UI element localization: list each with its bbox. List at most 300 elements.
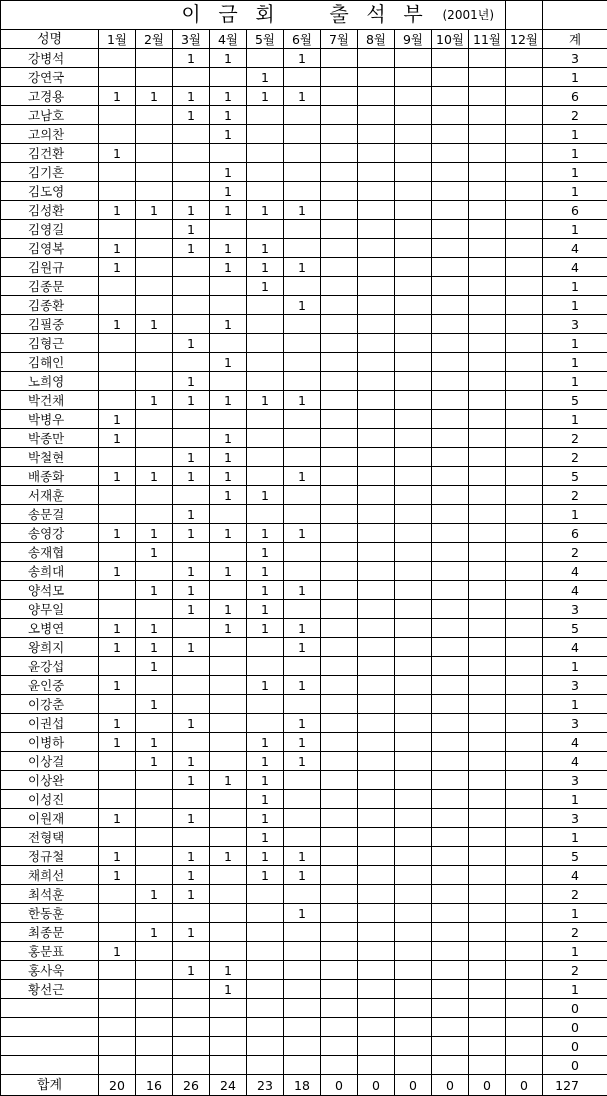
attendance-cell [173, 1037, 210, 1056]
attendance-cell [432, 505, 469, 524]
attendance-cell [321, 562, 358, 581]
attendance-cell [284, 828, 321, 847]
table-row [1, 391, 607, 410]
attendance-cell [321, 714, 358, 733]
attendance-cell [173, 790, 210, 809]
attendance-cell [247, 695, 284, 714]
attendance-cell [358, 1018, 395, 1037]
attendance-cell [136, 828, 173, 847]
attendance-cell [432, 1037, 469, 1056]
row-total: 3 [543, 771, 607, 790]
header-month: 8월 [358, 30, 395, 49]
attendance-cell [358, 828, 395, 847]
attendance-cell [432, 106, 469, 125]
attendance-cell [395, 581, 432, 600]
attendance-cell [284, 334, 321, 353]
attendance-cell [358, 733, 395, 752]
row-total: 2 [543, 961, 607, 980]
title-row [1, 1, 607, 30]
table-row [1, 809, 607, 828]
attendance-cell [210, 277, 247, 296]
attendance-cell [284, 239, 321, 258]
attendance-cell [173, 980, 210, 999]
attendance-cell: 1 [284, 752, 321, 771]
attendance-cell: 1 [210, 353, 247, 372]
attendance-cell [506, 87, 543, 106]
attendance-cell [136, 999, 173, 1018]
attendance-cell [247, 125, 284, 144]
attendance-cell [358, 600, 395, 619]
attendance-cell [469, 657, 506, 676]
attendance-cell [506, 809, 543, 828]
attendance-cell [358, 448, 395, 467]
title-year: (2001년) [432, 1, 506, 30]
attendance-cell [321, 391, 358, 410]
attendance-cell [395, 410, 432, 429]
attendance-cell [173, 429, 210, 448]
attendance-cell [284, 220, 321, 239]
attendance-cell [395, 315, 432, 334]
title-char-1: 이 [173, 1, 210, 30]
attendance-cell: 1 [284, 714, 321, 733]
attendance-cell [506, 163, 543, 182]
attendance-cell [321, 885, 358, 904]
table-row [1, 771, 607, 790]
attendance-cell: 1 [284, 258, 321, 277]
attendance-cell: 1 [247, 581, 284, 600]
attendance-cell [432, 847, 469, 866]
table-row [1, 1037, 607, 1056]
attendance-cell [173, 125, 210, 144]
header-month: 3월 [173, 30, 210, 49]
attendance-cell [395, 980, 432, 999]
attendance-cell: 1 [210, 163, 247, 182]
attendance-cell [432, 600, 469, 619]
attendance-cell: 1 [247, 676, 284, 695]
member-name: 김성환 [1, 201, 99, 220]
attendance-cell [469, 296, 506, 315]
attendance-cell: 1 [210, 391, 247, 410]
header-name: 성명 [1, 30, 99, 49]
attendance-cell: 1 [99, 410, 136, 429]
attendance-cell [395, 752, 432, 771]
attendance-cell [173, 410, 210, 429]
attendance-cell [284, 771, 321, 790]
table-row [1, 828, 607, 847]
attendance-cell [506, 334, 543, 353]
attendance-cell [469, 277, 506, 296]
attendance-cell: 1 [173, 866, 210, 885]
attendance-cell: 1 [210, 87, 247, 106]
attendance-cell: 1 [173, 372, 210, 391]
attendance-cell: 1 [210, 619, 247, 638]
attendance-cell [432, 372, 469, 391]
attendance-cell [432, 562, 469, 581]
grand-total: 127 [543, 1075, 607, 1096]
attendance-cell [395, 790, 432, 809]
attendance-cell [358, 676, 395, 695]
attendance-cell [506, 904, 543, 923]
attendance-cell [99, 1037, 136, 1056]
attendance-cell [506, 429, 543, 448]
attendance-cell [136, 220, 173, 239]
attendance-cell: 1 [173, 885, 210, 904]
attendance-cell: 1 [210, 467, 247, 486]
row-total: 2 [543, 923, 607, 942]
attendance-cell [99, 885, 136, 904]
sum-row [1, 1075, 607, 1096]
attendance-cell [469, 923, 506, 942]
attendance-cell [284, 144, 321, 163]
attendance-cell [284, 486, 321, 505]
title-char-5: 석 [358, 1, 395, 30]
attendance-cell [469, 961, 506, 980]
header-month: 10월 [432, 30, 469, 49]
attendance-cell [173, 676, 210, 695]
row-total: 0 [543, 1018, 607, 1037]
attendance-cell: 1 [210, 847, 247, 866]
attendance-cell [284, 163, 321, 182]
attendance-cell [358, 524, 395, 543]
member-name: 송재협 [1, 543, 99, 562]
attendance-cell [284, 809, 321, 828]
attendance-cell [395, 87, 432, 106]
attendance-cell [358, 296, 395, 315]
attendance-cell [432, 49, 469, 68]
attendance-cell [173, 163, 210, 182]
attendance-cell [432, 923, 469, 942]
attendance-cell: 1 [99, 676, 136, 695]
attendance-cell [210, 695, 247, 714]
row-total: 6 [543, 87, 607, 106]
attendance-cell: 1 [136, 315, 173, 334]
member-name: 정규철 [1, 847, 99, 866]
attendance-cell [136, 334, 173, 353]
attendance-cell [99, 904, 136, 923]
attendance-cell [247, 923, 284, 942]
attendance-cell: 1 [173, 847, 210, 866]
table-row [1, 296, 607, 315]
attendance-cell [506, 524, 543, 543]
attendance-cell [395, 486, 432, 505]
attendance-cell [432, 334, 469, 353]
header-month: 11월 [469, 30, 506, 49]
attendance-cell [432, 277, 469, 296]
month-total: 20 [99, 1075, 136, 1096]
attendance-cell [321, 220, 358, 239]
attendance-cell [358, 980, 395, 999]
member-name: 김종환 [1, 296, 99, 315]
attendance-cell: 1 [173, 752, 210, 771]
attendance-cell [284, 315, 321, 334]
attendance-cell [358, 429, 395, 448]
attendance-cell [136, 809, 173, 828]
attendance-cell: 1 [99, 315, 136, 334]
attendance-cell: 1 [173, 448, 210, 467]
attendance-cell: 1 [247, 391, 284, 410]
attendance-cell [506, 752, 543, 771]
attendance-cell [469, 334, 506, 353]
table-row [1, 334, 607, 353]
attendance-cell: 1 [136, 733, 173, 752]
attendance-cell [506, 771, 543, 790]
attendance-cell: 1 [210, 315, 247, 334]
attendance-cell [432, 1018, 469, 1037]
attendance-cell [358, 942, 395, 961]
attendance-cell [358, 695, 395, 714]
table-row [1, 676, 607, 695]
attendance-cell [321, 410, 358, 429]
member-name: 박건채 [1, 391, 99, 410]
table-row [1, 144, 607, 163]
attendance-cell: 1 [210, 771, 247, 790]
attendance-cell [395, 904, 432, 923]
attendance-cell [210, 334, 247, 353]
row-total: 1 [543, 828, 607, 847]
row-total: 3 [543, 600, 607, 619]
attendance-cell [321, 505, 358, 524]
table-row [1, 448, 607, 467]
attendance-cell [321, 847, 358, 866]
attendance-cell [469, 619, 506, 638]
attendance-cell [173, 1018, 210, 1037]
row-total: 3 [543, 49, 607, 68]
header-month: 9월 [395, 30, 432, 49]
table-row [1, 372, 607, 391]
member-name: 김건환 [1, 144, 99, 163]
row-total: 2 [543, 106, 607, 125]
attendance-cell [247, 410, 284, 429]
attendance-cell [136, 961, 173, 980]
attendance-cell [358, 486, 395, 505]
attendance-cell [284, 600, 321, 619]
attendance-cell [506, 353, 543, 372]
month-total: 0 [358, 1075, 395, 1096]
row-total: 2 [543, 543, 607, 562]
attendance-cell: 1 [284, 676, 321, 695]
attendance-cell [99, 372, 136, 391]
table-row [1, 638, 607, 657]
attendance-cell [284, 695, 321, 714]
attendance-cell [321, 296, 358, 315]
attendance-cell [432, 695, 469, 714]
attendance-cell [506, 923, 543, 942]
attendance-cell [173, 277, 210, 296]
table-row [1, 904, 607, 923]
attendance-cell [432, 980, 469, 999]
attendance-cell [136, 1037, 173, 1056]
row-total: 4 [543, 239, 607, 258]
table-row [1, 277, 607, 296]
attendance-cell: 1 [173, 524, 210, 543]
member-name: 김원규 [1, 258, 99, 277]
attendance-cell [358, 239, 395, 258]
attendance-cell [469, 1018, 506, 1037]
member-name: 이권섭 [1, 714, 99, 733]
attendance-cell [469, 733, 506, 752]
attendance-cell [210, 790, 247, 809]
attendance-cell: 1 [173, 467, 210, 486]
attendance-cell [99, 220, 136, 239]
title-char-4: 출 [321, 1, 358, 30]
attendance-cell [432, 429, 469, 448]
attendance-cell [469, 391, 506, 410]
attendance-cell [136, 410, 173, 429]
table-row [1, 562, 607, 581]
attendance-cell [321, 638, 358, 657]
month-total: 0 [506, 1075, 543, 1096]
attendance-cell: 1 [99, 239, 136, 258]
attendance-cell [432, 904, 469, 923]
table-row [1, 429, 607, 448]
attendance-cell [321, 372, 358, 391]
attendance-cell: 1 [136, 885, 173, 904]
member-name: 이상걸 [1, 752, 99, 771]
attendance-cell [395, 106, 432, 125]
attendance-cell [395, 144, 432, 163]
attendance-cell [358, 638, 395, 657]
attendance-cell [506, 790, 543, 809]
attendance-cell [321, 486, 358, 505]
attendance-cell [432, 239, 469, 258]
attendance-cell: 1 [247, 847, 284, 866]
attendance-cell: 1 [284, 638, 321, 657]
attendance-cell: 1 [247, 277, 284, 296]
attendance-cell: 1 [173, 505, 210, 524]
attendance-cell: 1 [210, 429, 247, 448]
attendance-cell [358, 619, 395, 638]
attendance-cell [506, 239, 543, 258]
row-total: 5 [543, 391, 607, 410]
attendance-cell [210, 942, 247, 961]
member-name: 강병석 [1, 49, 99, 68]
attendance-cell [469, 790, 506, 809]
attendance-cell [469, 942, 506, 961]
month-total: 0 [395, 1075, 432, 1096]
attendance-cell [210, 220, 247, 239]
attendance-cell [136, 296, 173, 315]
attendance-cell [432, 942, 469, 961]
attendance-cell [321, 942, 358, 961]
attendance-cell [506, 315, 543, 334]
attendance-cell [99, 600, 136, 619]
attendance-cell [395, 828, 432, 847]
attendance-cell [395, 239, 432, 258]
table-row [1, 467, 607, 486]
attendance-cell: 1 [136, 201, 173, 220]
attendance-cell [247, 49, 284, 68]
attendance-cell [469, 125, 506, 144]
attendance-cell [358, 334, 395, 353]
attendance-cell [395, 600, 432, 619]
attendance-cell [432, 448, 469, 467]
attendance-cell [247, 429, 284, 448]
attendance-cell [395, 201, 432, 220]
attendance-cell [284, 543, 321, 562]
attendance-cell: 1 [99, 258, 136, 277]
attendance-cell [247, 315, 284, 334]
attendance-cell [284, 790, 321, 809]
attendance-cell: 1 [173, 771, 210, 790]
attendance-cell [173, 486, 210, 505]
attendance-cell [321, 315, 358, 334]
attendance-cell [432, 391, 469, 410]
attendance-cell [321, 543, 358, 562]
attendance-cell [99, 771, 136, 790]
attendance-cell: 1 [136, 695, 173, 714]
attendance-cell: 1 [136, 467, 173, 486]
table-row [1, 1056, 607, 1075]
attendance-cell [432, 296, 469, 315]
attendance-cell [247, 657, 284, 676]
attendance-cell [99, 923, 136, 942]
attendance-cell [395, 866, 432, 885]
attendance-cell [358, 714, 395, 733]
attendance-cell: 1 [210, 524, 247, 543]
attendance-cell [173, 68, 210, 87]
attendance-cell [321, 733, 358, 752]
member-name: 송희대 [1, 562, 99, 581]
attendance-cell [136, 980, 173, 999]
row-total: 4 [543, 638, 607, 657]
attendance-cell [136, 106, 173, 125]
table-row [1, 182, 607, 201]
row-total: 3 [543, 714, 607, 733]
attendance-cell [173, 733, 210, 752]
attendance-cell [321, 258, 358, 277]
attendance-cell: 1 [99, 638, 136, 657]
attendance-cell [136, 1056, 173, 1075]
row-total: 5 [543, 847, 607, 866]
attendance-cell [395, 771, 432, 790]
attendance-cell [395, 1056, 432, 1075]
attendance-cell [506, 866, 543, 885]
row-total: 4 [543, 581, 607, 600]
member-name [1, 1018, 99, 1037]
attendance-cell [358, 144, 395, 163]
attendance-cell [210, 885, 247, 904]
attendance-cell [321, 1037, 358, 1056]
attendance-cell [321, 980, 358, 999]
header-total: 계 [543, 30, 607, 49]
attendance-cell: 1 [284, 524, 321, 543]
attendance-cell [321, 1018, 358, 1037]
member-name: 양석모 [1, 581, 99, 600]
row-total: 2 [543, 429, 607, 448]
attendance-cell [469, 980, 506, 999]
attendance-cell [395, 372, 432, 391]
attendance-cell [284, 125, 321, 144]
attendance-cell [506, 942, 543, 961]
attendance-cell: 1 [210, 600, 247, 619]
attendance-cell: 1 [99, 144, 136, 163]
attendance-cell [99, 334, 136, 353]
attendance-cell [432, 733, 469, 752]
attendance-cell [506, 182, 543, 201]
attendance-cell [469, 49, 506, 68]
attendance-cell [395, 676, 432, 695]
attendance-cell [284, 657, 321, 676]
attendance-cell [506, 714, 543, 733]
attendance-cell [247, 334, 284, 353]
title-blank [99, 1, 136, 30]
attendance-cell [395, 809, 432, 828]
attendance-cell [432, 258, 469, 277]
attendance-cell [358, 581, 395, 600]
month-total: 26 [173, 1075, 210, 1096]
attendance-cell [173, 1056, 210, 1075]
attendance-cell [210, 410, 247, 429]
